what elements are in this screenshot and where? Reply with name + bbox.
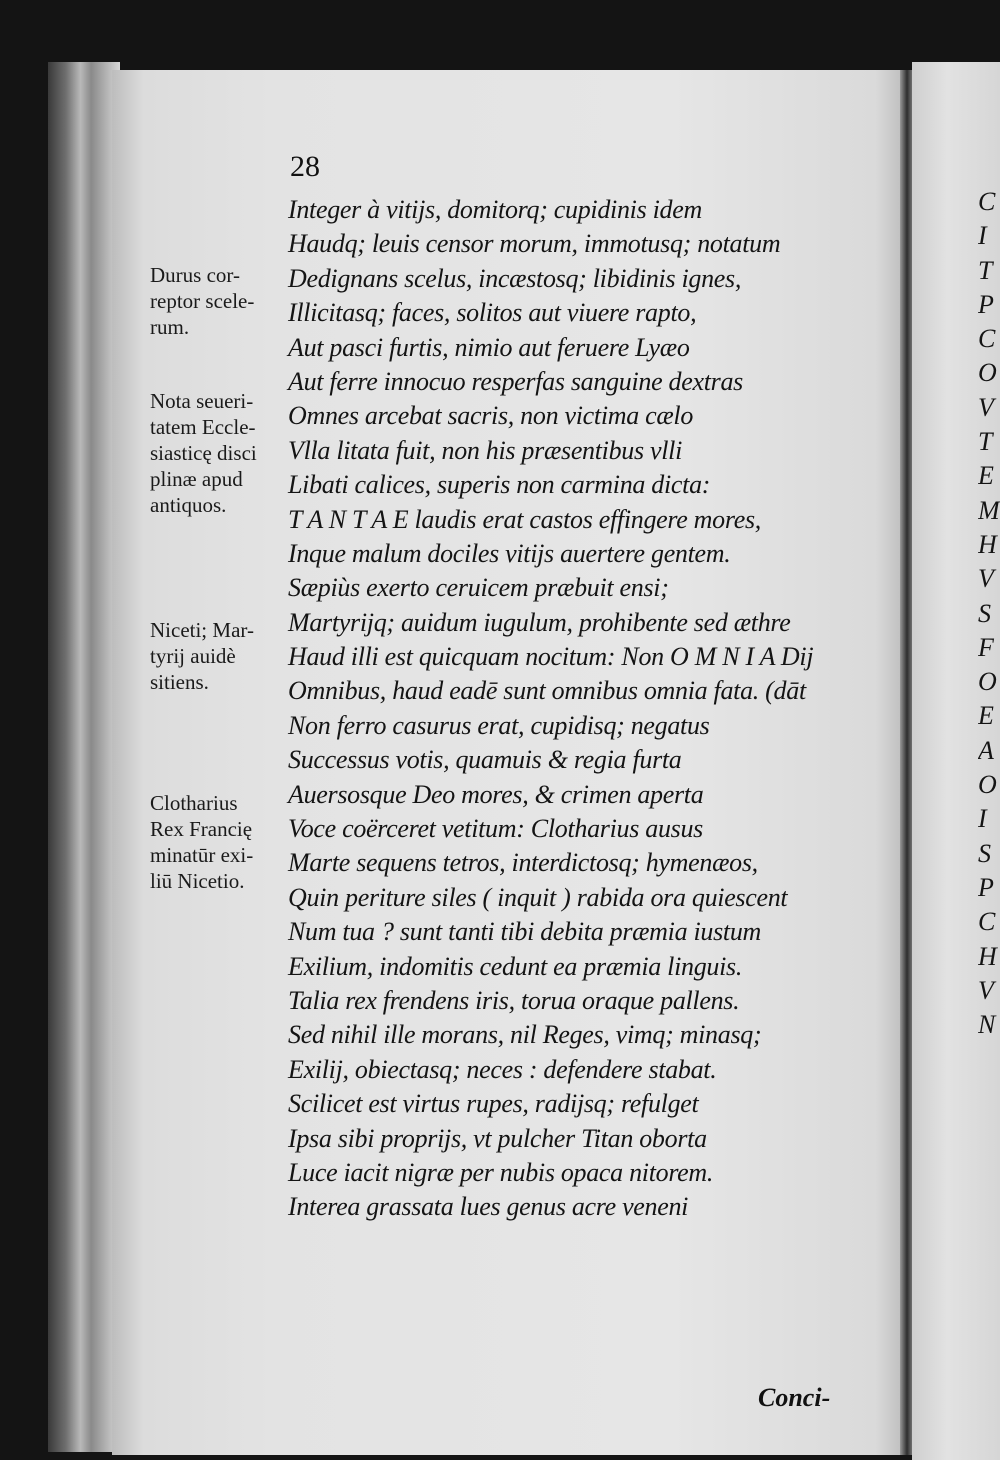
- marginal-note-line: sitiens.: [150, 670, 209, 694]
- marginal-note-line: Rex Francię: [150, 817, 253, 841]
- facing-page-letter: I: [978, 804, 987, 834]
- facing-page-letter: E: [978, 701, 994, 731]
- facing-page-letter: V: [978, 975, 994, 1005]
- page-number: 28: [290, 150, 320, 183]
- verse-line: Dedignans scelus, incæstosq; libidinis ignes,: [288, 263, 742, 293]
- verse-line: Illicitasq; faces, solitos aut viuere rapto,: [288, 298, 697, 328]
- verse-line: Sæpiùs exerto ceruicem præbuit ensi;: [288, 573, 669, 603]
- facing-page-letter: S: [978, 838, 991, 868]
- verse-line: Aut ferre innocuo resperfas sanguine dextras: [288, 366, 743, 396]
- verse-line: Omnes arcebat sacris, non victima cælo: [288, 401, 694, 431]
- facing-page-letter: C: [978, 324, 996, 354]
- verse-line: Auersosque Deo mores, & crimen aperta: [288, 779, 704, 809]
- verse-line: Haud illi est quicquam nocitum: Non O M N I A Dij: [288, 642, 814, 672]
- marginal-note-line: tatem Eccle-: [150, 415, 256, 439]
- marginal-note: [150, 790, 290, 894]
- facing-page-letter: F: [978, 632, 994, 662]
- marginal-note-line: Nota seueri-: [150, 389, 254, 413]
- facing-page-letter: H: [978, 529, 997, 559]
- verse-line: Aut pasci furtis, nimio aut feruere Lyæo: [288, 332, 690, 362]
- verse-line: Luce iacit nigræ per nubis opaca nitorem.: [288, 1157, 714, 1187]
- verse-line: Marte sequens tetros, interdictosq; hymenæos,: [288, 848, 758, 878]
- verse-line: Inque malum dociles vitijs auertere gentem.: [288, 538, 731, 568]
- facing-page-letter: T: [978, 255, 993, 285]
- verse-line: Sed nihil ille morans, nil Reges, vimq; minasq;: [288, 1020, 762, 1050]
- facing-page-letter: C: [978, 907, 996, 937]
- marginal-note-line: rum.: [150, 315, 190, 339]
- verse-line: Exilij, obiectasq; neces : defendere stabat.: [288, 1054, 717, 1084]
- marginal-note: [150, 388, 290, 518]
- marginal-note-line: Niceti; Mar-: [150, 618, 254, 642]
- catchword: Conci-: [758, 1383, 831, 1412]
- marginal-note: [150, 262, 290, 340]
- facing-page-letter: P: [978, 289, 994, 319]
- page-edges: [48, 62, 120, 1452]
- marginal-note-line: Durus cor-: [150, 263, 240, 287]
- facing-page-letter: P: [978, 872, 994, 902]
- marginal-note-line: siasticę disci: [150, 441, 257, 465]
- marginal-note-line: minatūr exi-: [150, 843, 254, 867]
- verse-line: Exilium, indomitis cedunt ea præmia linguis.: [288, 951, 743, 981]
- verse-line: Haudq; leuis censor morum, immotusq; notatum: [288, 229, 781, 259]
- verse-line: Integer à vitijs, domitorq; cupidinis idem: [288, 195, 702, 224]
- facing-page-letter: C: [978, 187, 996, 216]
- facing-page-letter: O: [978, 667, 997, 697]
- marginal-note-line: reptor scele-: [150, 289, 255, 313]
- verse-line: Voce coërceret vetitum: Clotharius ausus: [288, 814, 703, 844]
- verse-line: Interea grassata lues genus acre veneni: [288, 1192, 689, 1222]
- facing-page-letter: V: [978, 392, 994, 422]
- facing-page-letter: M: [978, 495, 1000, 525]
- facing-page-letter: O: [978, 770, 997, 800]
- verse-line: Omnibus, haud eadē sunt omnibus omnia fata. (dāt: [288, 676, 806, 706]
- facing-page-text: [978, 185, 1000, 1042]
- marginal-note-line: antiquos.: [150, 493, 227, 517]
- facing-page-letter: I: [978, 221, 987, 251]
- facing-page-letter: E: [978, 461, 994, 491]
- verse-line: Martyrijq; auidum iugulum, prohibente sed æthre: [288, 607, 791, 637]
- marginal-note-line: plinæ apud: [150, 467, 243, 491]
- verse-line: Vlla litata fuit, non his præsentibus vlli: [288, 435, 683, 465]
- facing-page-letter: O: [978, 358, 997, 388]
- facing-page-letter: T: [978, 427, 993, 457]
- verse-line: Successus votis, quamuis & regia furta: [288, 745, 682, 775]
- facing-page-letter: N: [978, 1010, 996, 1040]
- facing-page-letter: A: [978, 735, 994, 765]
- verse-line: Talia rex frendens iris, torua oraque pallens.: [288, 985, 740, 1015]
- facing-page-letter: V: [978, 564, 994, 594]
- verse-line: T A N T A E laudis erat castos effingere mores,: [288, 504, 761, 534]
- marginal-note: [150, 617, 290, 695]
- verse-line: Ipsa sibi proprijs, vt pulcher Titan oborta: [288, 1123, 707, 1153]
- verse-line: Non ferro casurus erat, cupidisq; negatus: [288, 710, 710, 740]
- marginal-note-line: tyrij auidè: [150, 644, 236, 668]
- verse-line: Num tua ? sunt tanti tibi debita præmia iustum: [288, 917, 762, 947]
- verse-line: Libati calices, superis non carmina dicta:: [288, 470, 711, 500]
- facing-page-letter: S: [978, 598, 991, 628]
- verse-text: [288, 193, 898, 1225]
- verse-line: Quin periture siles ( inquit ) rabida ora quiescent: [288, 882, 788, 912]
- marginal-note-line: Clotharius: [150, 791, 238, 815]
- marginal-note-line: liū Nicetio.: [150, 869, 245, 893]
- verse-line: Scilicet est virtus rupes, radijsq; refulget: [288, 1089, 699, 1119]
- facing-page-letter: H: [978, 941, 997, 971]
